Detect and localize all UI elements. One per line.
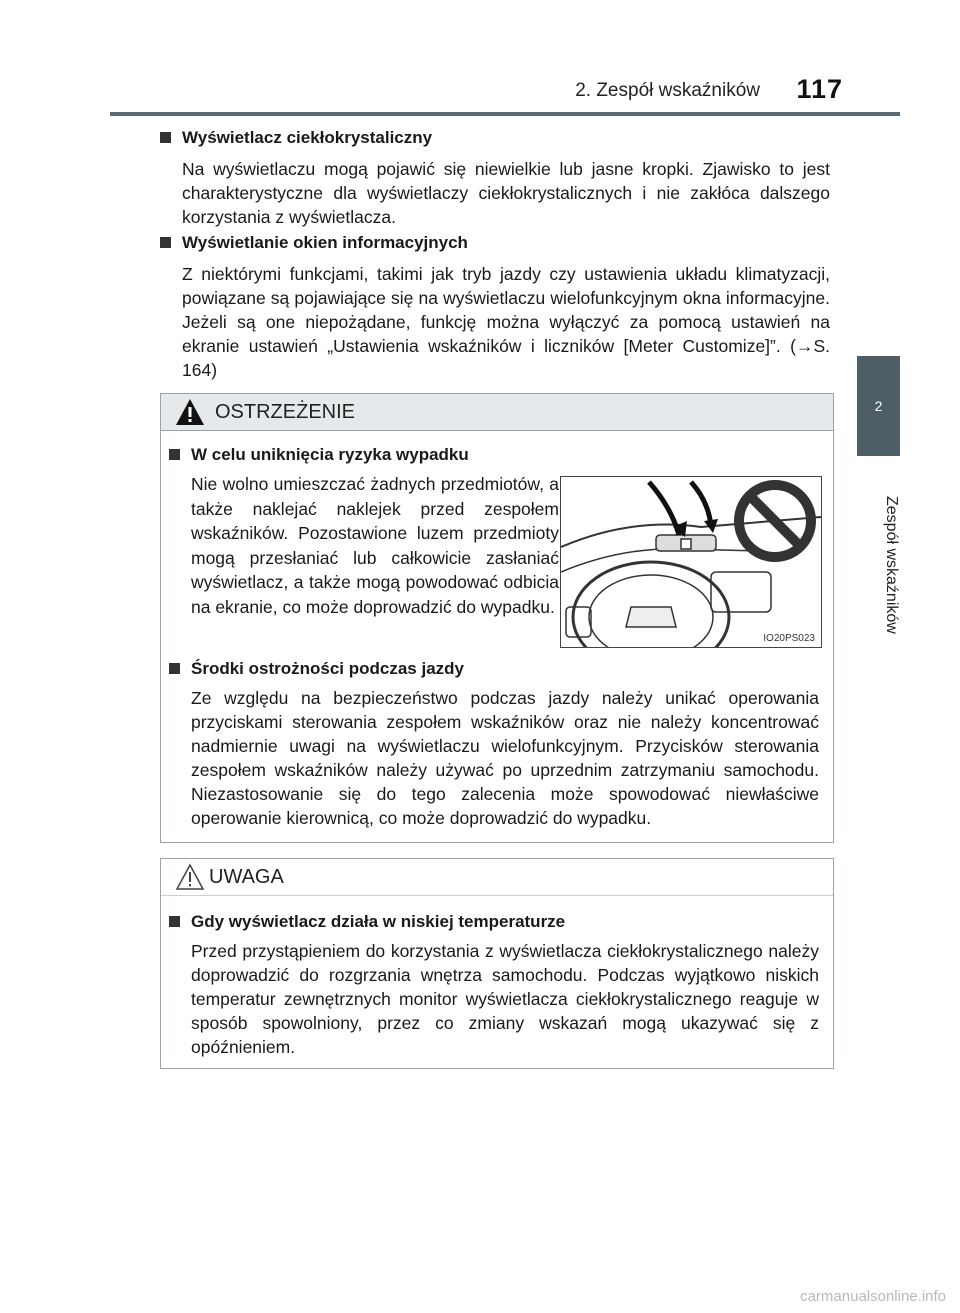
caution-section-low-temp [169, 911, 819, 1059]
section-body: Ze względu na bezpieczeństwo podczas jazdy należy unikać operowania przyciskami sterowania zespołem wskaźników oraz nie należy koncentrować nadmiernie uwagi na wyświetlaczu wielofunkcyjnym. Przycisków sterowania zespołem wskaźników należy używać po uprzednim zatrzymaniu samochodu. Niezastosowanie się do tego zalecenia może spowodować niewłaściwe operowanie kierownicą, co może doprowadzić do wypadku. [191, 688, 819, 828]
section-heading: Środki ostrożności podczas jazdy [169, 658, 819, 680]
caution-box-title: UWAGA [209, 866, 284, 888]
chapter-tab: 2 [857, 356, 900, 456]
section-info-windows [160, 232, 830, 382]
header-rule [110, 112, 900, 116]
square-bullet-icon [160, 237, 171, 248]
section-heading: Wyświetlanie okien informacyjnych [160, 232, 830, 254]
square-bullet-icon [169, 916, 180, 927]
section-lcd [160, 127, 830, 229]
section-title: 2. Zespół wskaźników [575, 80, 760, 101]
square-bullet-icon [160, 132, 171, 143]
section-body: Z niektórymi funkcjami, takimi jak tryb jazdy czy ustawienia układu klimatyzacji, powiązane są pojawiające się na wyświetlaczu wielofunkcyjnym okna informacyjne. Jeżeli są one niepożądane, funkcję można wyłączyć za pomocą ustawień na ekranie ustawień „Ustawienia wskaźników i liczników [Meter Customize]”. (→S. 164) [182, 264, 830, 380]
warning-box-title: OSTRZEŻENIE [215, 401, 356, 423]
dashboard-illustration [560, 476, 822, 648]
warning-section-accident [169, 444, 559, 619]
section-heading: Wyświetlacz ciekłokrystaliczny [160, 127, 830, 149]
section-body: Na wyświetlaczu mogą pojawić się niewielkie lub jasne kropki. Zjawisko to jest charakterystyczne dla wyświetlaczy ciekłokrystalicznych i nie zakłóca dalszego korzystania z wyświetlacza. [182, 159, 830, 227]
warning-triangle-outline-icon [175, 863, 205, 891]
warning-triangle-filled-icon [175, 398, 205, 426]
warning-section-driving [169, 658, 819, 830]
section-body: Przed przystąpieniem do korzystania z wyświetlacza ciekłokrystalicznego należy doprowadzić do rozgrzania wnętrza samochodu. Podczas wyjątkowo niskich temperatur zewnętrznych monitor wyświetlacza ciekłokrystalicznego reaguje w sposób spowolniony, przez co zmiany wskazań mogą ukazywać się z opóźnieniem. [191, 941, 819, 1057]
watermark: carmanualsonline.info [800, 1288, 946, 1305]
square-bullet-icon [169, 449, 180, 460]
square-bullet-icon [169, 663, 180, 674]
page-number: 117 [796, 74, 843, 104]
section-body: Nie wolno umieszczać żadnych przedmiotów, a także naklejać naklejek przed zespołem wskaźników. Pozostawione luzem przedmioty mogą przesłaniać lub całkowicie zasłaniać wyświetlacz, a także mogą powodować odbicia na ekranie, co może doprowadzić do wypadku. [191, 474, 559, 617]
warning-box [160, 393, 834, 843]
no-objects-on-dashboard-illustration [561, 477, 821, 647]
caution-box [160, 858, 834, 1069]
chapter-label: Zespół wskaźników [883, 496, 900, 634]
illustration-code: IO20PS023 [763, 633, 815, 644]
caution-box-header [161, 859, 833, 896]
section-heading: Gdy wyświetlacz działa w niskiej temperaturze [169, 911, 819, 933]
warning-box-header [161, 394, 833, 431]
section-heading: W celu uniknięcia ryzyka wypadku [169, 444, 559, 466]
